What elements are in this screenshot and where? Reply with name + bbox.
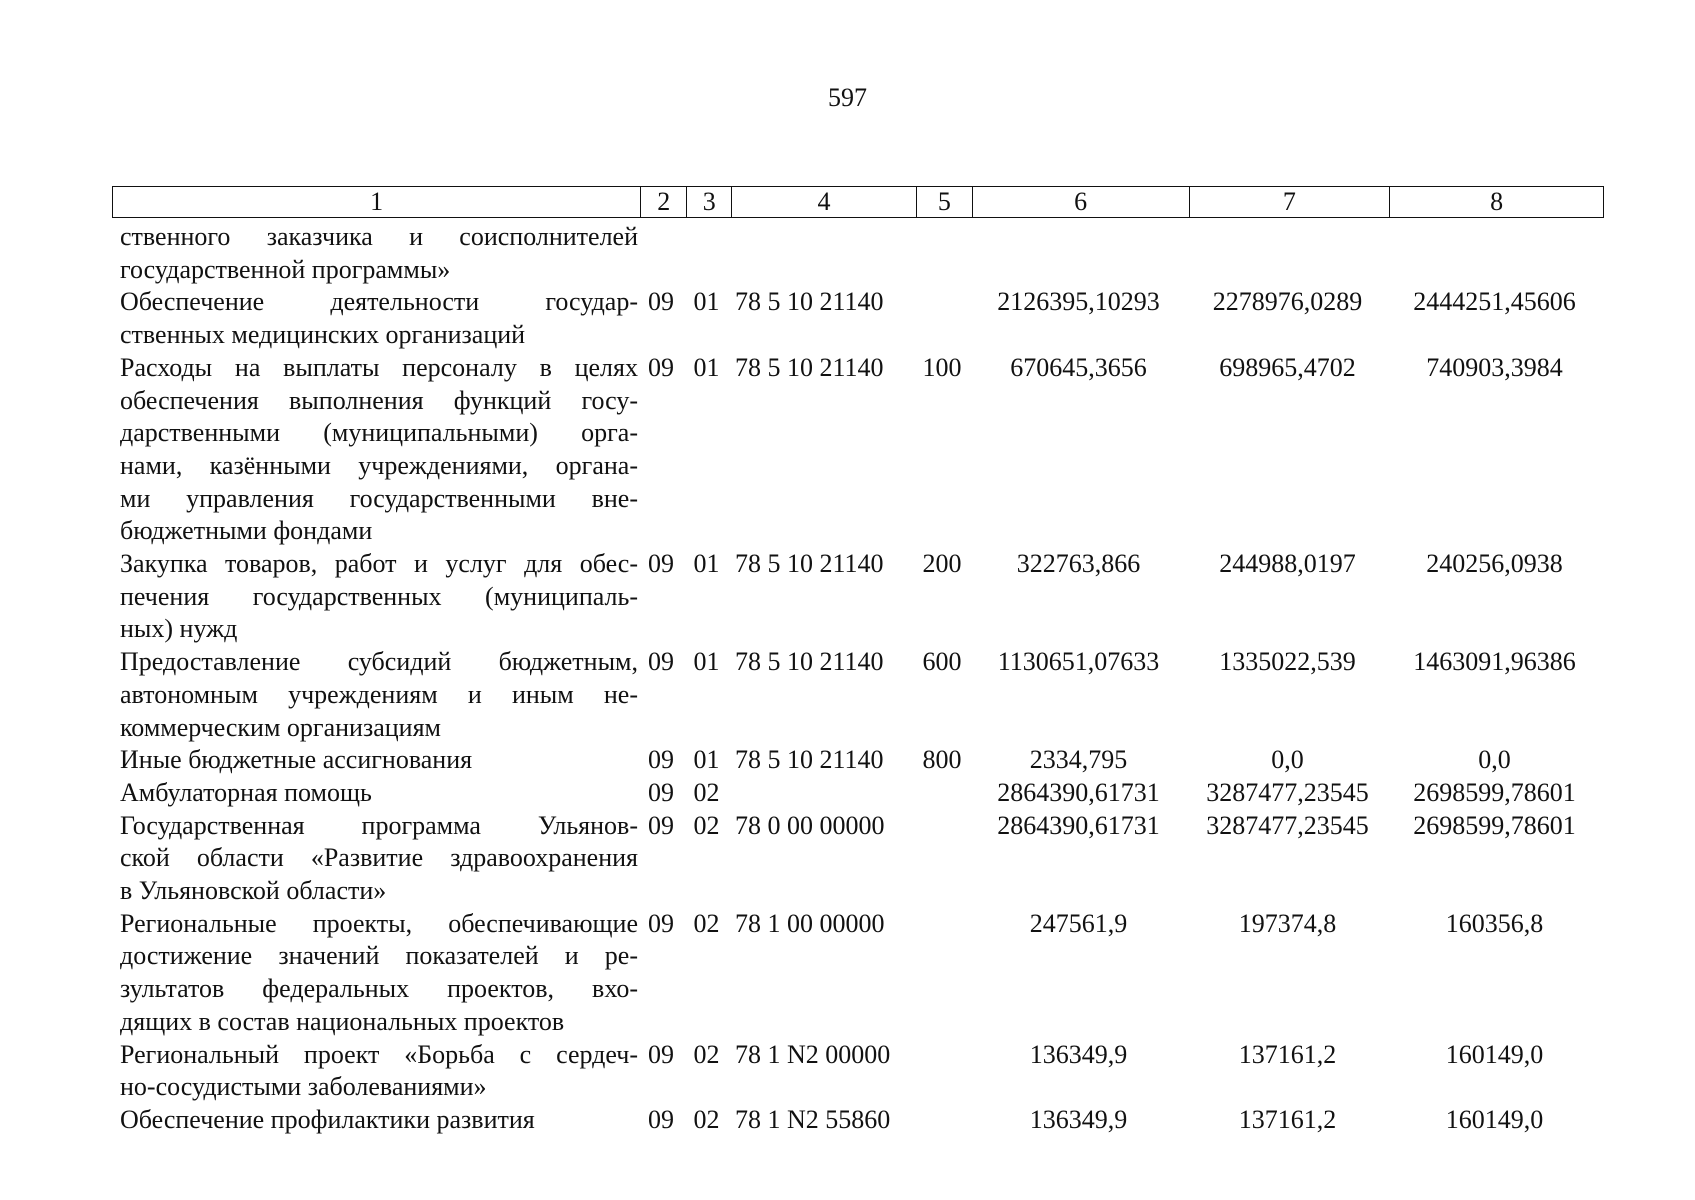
target-article-code: 78 1 00 00000	[735, 908, 885, 938]
description-line: государственной программы»	[120, 254, 451, 284]
amount-col-6: 136349,9	[1029, 1104, 1128, 1134]
description-line: ных) нужд	[120, 614, 238, 644]
description-line: но-сосудистыми заболеваниями»	[120, 1072, 487, 1102]
amount-col-8: 2698599,78601	[1413, 810, 1576, 840]
description-line: Предоставление субсидий бюджетным,	[120, 647, 638, 677]
target-article-code: 78 5 10 21140	[735, 745, 884, 775]
row-description	[112, 646, 638, 744]
description-line: ской области «Развитие здравоохранения	[120, 843, 638, 873]
row-description	[112, 286, 638, 351]
amount-col-6: 322763,866	[1016, 549, 1141, 579]
amount-col-6: 1130651,07633	[997, 647, 1160, 677]
description-line: Обеспечение профилактики развития	[120, 1104, 535, 1134]
amount-col-6: 670645,3656	[1010, 352, 1147, 382]
description-line: в Ульяновской области»	[120, 876, 387, 906]
subsection-code: 01	[693, 549, 720, 579]
row-description	[112, 777, 638, 810]
target-article-code	[729, 777, 914, 810]
section-code: 09	[648, 777, 674, 807]
table-row	[112, 810, 1604, 908]
header-col-6: 6	[973, 187, 1190, 217]
expense-type-code	[914, 221, 970, 286]
section-code: 09	[648, 287, 674, 317]
header-col-3: 3	[687, 187, 732, 217]
subsection-code: 02	[693, 810, 720, 840]
description-line: коммерческим организациям	[120, 712, 442, 742]
header-col-7: 7	[1190, 187, 1391, 217]
amount-col-7: 244988,0197	[1219, 549, 1356, 579]
row-description	[112, 1104, 638, 1137]
table-body	[112, 221, 1604, 1137]
amount-col-8: 2444251,45606	[1413, 287, 1576, 317]
target-article-code: 78 1 N2 00000	[735, 1039, 891, 1069]
header-col-8: 8	[1490, 187, 1504, 216]
row-description	[112, 221, 638, 286]
section-code: 09	[648, 1039, 674, 1069]
amount-col-8	[1388, 221, 1601, 286]
description-line: бюджетными фондами	[120, 516, 373, 546]
section-code: 09	[648, 549, 674, 579]
subsection-code: 01	[693, 745, 720, 775]
amount-col-8: 2698599,78601	[1413, 777, 1576, 807]
target-article-code	[729, 221, 914, 286]
table-row	[112, 352, 1604, 548]
target-article-code: 78 1 N2 55860	[735, 1104, 891, 1134]
section-code: 09	[648, 908, 674, 938]
table-row	[112, 1039, 1604, 1104]
expense-type-code	[914, 1104, 970, 1137]
subsection-code: 02	[693, 777, 720, 807]
amount-col-8: 160356,8	[1445, 908, 1544, 938]
subsection-code: 01	[693, 647, 720, 677]
description-line: ми управления государственными вне-	[120, 483, 638, 513]
description-line: Закупка товаров, работ и услуг для обес-	[120, 549, 638, 579]
expense-type-code	[914, 286, 970, 351]
page-number: 597	[828, 83, 867, 112]
expense-type-code: 200	[922, 549, 962, 579]
amount-col-8: 0,0	[1478, 745, 1511, 775]
header-col-1: 1	[113, 187, 641, 217]
row-description	[112, 744, 638, 777]
row-description	[112, 548, 638, 646]
description-line: ственных медицинских организаций	[120, 320, 526, 350]
description-line: дящих в состав национальных проектов	[120, 1006, 565, 1036]
target-article-code: 78 5 10 21140	[735, 549, 884, 579]
table-row	[112, 548, 1604, 646]
target-article-code: 78 5 10 21140	[735, 287, 884, 317]
description-line: Иные бюджетные ассигнования	[120, 745, 473, 775]
table-row	[112, 646, 1604, 744]
description-line: обеспечения выполнения функций госу-	[120, 385, 638, 415]
amount-col-7: 197374,8	[1238, 908, 1337, 938]
subsection-code: 02	[693, 1039, 720, 1069]
expense-type-code	[914, 810, 970, 908]
amount-col-8: 160149,0	[1445, 1039, 1544, 1069]
header-col-4: 4	[732, 187, 917, 217]
description-line: Региональные проекты, обеспечивающие	[120, 908, 638, 938]
subsection-code	[684, 221, 729, 286]
amount-col-7: 698965,4702	[1219, 352, 1356, 382]
amount-col-6: 136349,9	[1029, 1039, 1128, 1069]
amount-col-6: 2864390,61731	[997, 777, 1160, 807]
amount-col-8: 740903,3984	[1426, 352, 1563, 382]
expense-type-code	[914, 777, 970, 810]
description-line: ственного заказчика и соисполнителей	[120, 222, 638, 251]
description-line: зультатов федеральных проектов, вхо-	[120, 974, 638, 1004]
amount-col-7: 137161,2	[1238, 1104, 1337, 1134]
expense-type-code: 800	[922, 745, 962, 775]
expense-type-code	[914, 1039, 970, 1104]
amount-col-6: 2334,795	[1029, 745, 1128, 775]
amount-col-8: 160149,0	[1445, 1104, 1544, 1134]
target-article-code: 78 0 00 00000	[735, 810, 885, 840]
row-description	[112, 1039, 638, 1104]
subsection-code: 01	[693, 352, 720, 382]
amount-col-7: 3287477,23545	[1206, 777, 1369, 807]
expense-type-code	[914, 908, 970, 1039]
table-row	[112, 221, 1604, 286]
subsection-code: 01	[693, 287, 720, 317]
description-line: дарственными (муниципальными) орга-	[120, 418, 638, 448]
amount-col-7: 1335022,539	[1219, 647, 1356, 677]
section-code	[638, 221, 684, 286]
amount-col-6: 2126395,10293	[997, 287, 1160, 317]
description-line: Государственная программа Ульянов-	[120, 810, 638, 840]
table-row	[112, 286, 1604, 351]
description-line: Региональный проект «Борьба с сердеч-	[120, 1039, 638, 1069]
amount-col-7: 0,0	[1271, 745, 1304, 775]
amount-col-6: 247561,9	[1029, 908, 1128, 938]
amount-col-8: 240256,0938	[1426, 549, 1563, 579]
description-line: Обеспечение деятельности государ-	[120, 287, 638, 317]
amount-col-6: 2864390,61731	[997, 810, 1160, 840]
amount-col-7: 3287477,23545	[1206, 810, 1369, 840]
section-code: 09	[648, 745, 674, 775]
target-article-code: 78 5 10 21140	[735, 352, 884, 382]
amount-col-6	[970, 221, 1187, 286]
table-header	[112, 186, 1604, 218]
target-article-code: 78 5 10 21140	[735, 647, 884, 677]
description-line: достижение значений показателей и ре-	[120, 941, 638, 971]
header-col-5: 5	[917, 187, 973, 217]
expense-type-code: 600	[922, 647, 962, 677]
header-col-2: 2	[641, 187, 687, 217]
amount-col-7: 137161,2	[1238, 1039, 1337, 1069]
subsection-code: 02	[693, 908, 720, 938]
table-row	[112, 1104, 1604, 1137]
section-code: 09	[648, 810, 674, 840]
row-description	[112, 908, 638, 1039]
row-description	[112, 810, 638, 908]
section-code: 09	[648, 647, 674, 677]
table-row	[112, 777, 1604, 810]
amount-col-7: 2278976,0289	[1212, 287, 1363, 317]
subsection-code: 02	[693, 1104, 720, 1134]
section-code: 09	[648, 1104, 674, 1134]
table-row	[112, 744, 1604, 777]
description-line: печения государственных (муниципаль-	[120, 581, 638, 611]
section-code: 09	[648, 352, 674, 382]
description-line: нами, казёнными учреждениями, органа-	[120, 450, 638, 480]
description-line: Амбулаторная помощь	[120, 777, 372, 807]
amount-col-8: 1463091,96386	[1413, 647, 1576, 677]
description-line: автономным учреждениям и иным не-	[120, 679, 638, 709]
amount-col-7	[1187, 221, 1388, 286]
table-row	[112, 908, 1604, 1039]
expense-type-code: 100	[922, 352, 962, 382]
row-description	[112, 352, 638, 548]
description-line: Расходы на выплаты персоналу в целях	[120, 352, 638, 382]
